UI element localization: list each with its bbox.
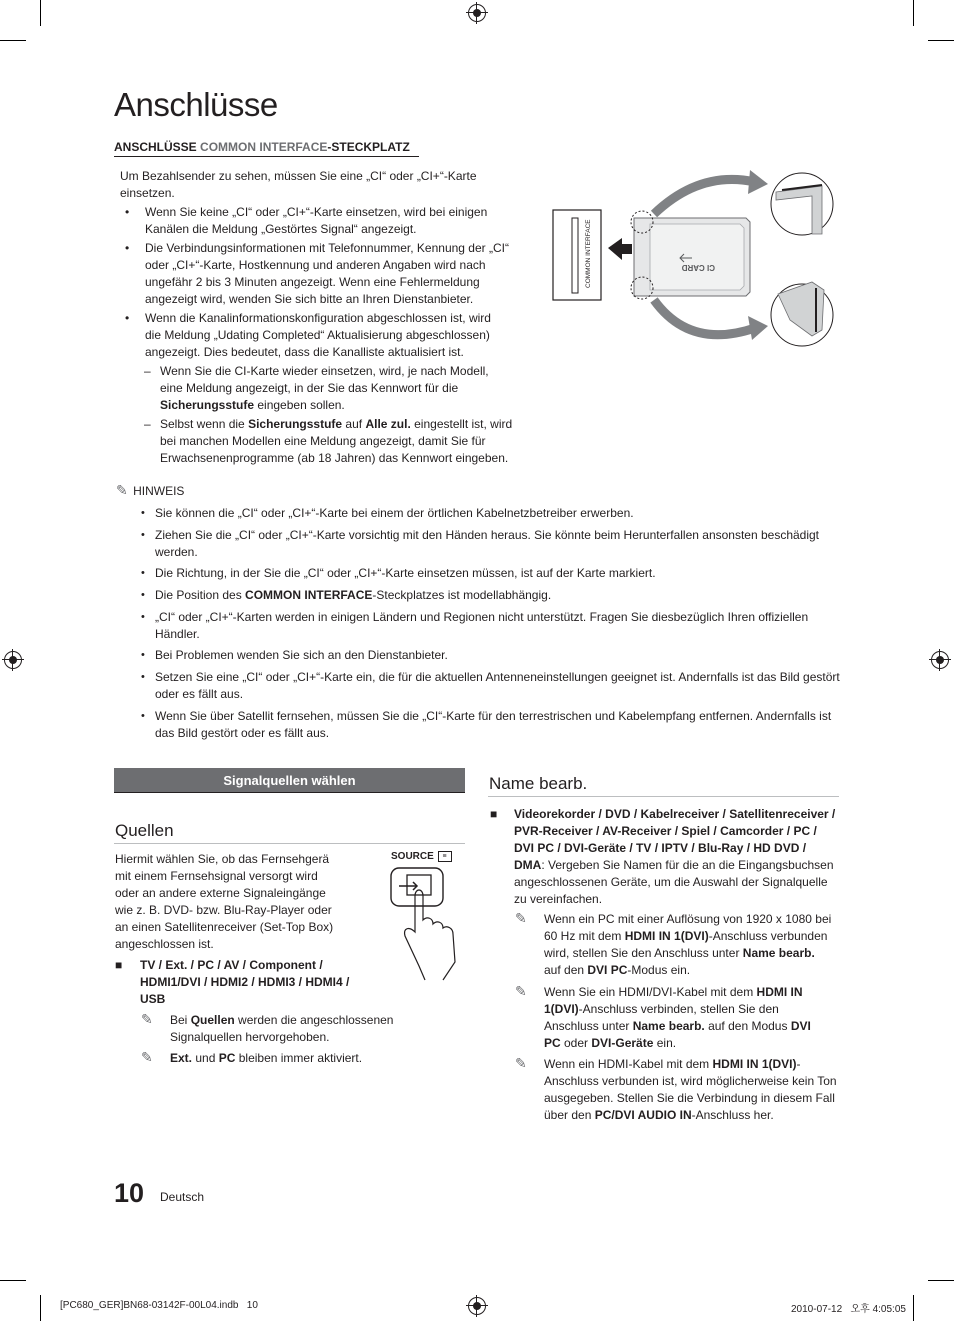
bullet-dot-icon: • [125,205,130,219]
bullet-dot-icon: • [141,611,145,623]
note-item: ✎ Wenn Sie ein HDMI/DVI-Kabel mit dem HDMI IN 1(DVI)-Anschluss verbinden, stellen Sie den Anschluss unter Name bearb. auf den Modus DVI PC oder DVI-Geräte ein. [515,983,811,1050]
page-language: Deutsch [160,1190,205,1204]
bullet-dot-icon: • [141,710,145,722]
section-rule [114,156,419,157]
crop-mark [0,40,26,41]
page-title: Anschlüsse [114,86,278,123]
list-item: • Die Richtung, in der Sie die „CI“ oder „CI+“-Karte einsetzen müssen, ist auf der Karte markiert. [141,566,656,580]
section-heading-part1: ANSCHLÜSSE [114,140,197,154]
note-item: ✎ Ext. und PC bleiben immer aktiviert. [141,1049,363,1065]
note-item: ✎ Bei Quellen werden die angeschlossenen Signalquellen hervorgehoben. [141,1011,394,1044]
note-heading: ✎ HINWEIS [116,482,185,498]
pencil-icon: ✎ [515,1055,527,1071]
ci-bullet-text: Die Verbindungsinformationen mit Telefonnummer, Kennung der „CI“ oder „CI+“-Karte, Hostkennung und anderen Angaben wird nach ungefähr 2 bis 3 Minuten angezeigt. Wenn eine Fehlermeldung angezeigt wird, wenden Sie sich bitte an Ihren Dienstanbieter. [145,241,509,306]
section-heading-part2: COMMON INTERFACE [200,140,328,154]
list-item: • Ziehen Sie die „CI“ oder „CI+“-Karte vorsichtig mit den Händen heraus. Sie könnte beim Herunterfallen ansonsten beschädigt werden. [141,528,820,559]
bullet-dot-icon: • [141,507,145,519]
page-number: 10 [114,1178,145,1208]
note-item: ✎ Wenn ein HDMI-Kabel mit dem HDMI IN 1(DVI)-Anschluss verbunden ist, wird möglicherweise kein Ton ausgegeben. Stellen Sie die Verbindung in diesem Fall über den PC/DVI AUDIO IN-Anschluss her. [515,1055,837,1122]
bullet-dot-icon: • [125,311,130,325]
ci-card-label: CI CARD [681,263,715,272]
ci-intro: Um Bezahlsender zu sehen, müssen Sie eine „CI“ oder „CI+“-Karte einsetzen. [120,169,477,200]
source-button-label: SOURCE ≡ [391,851,452,862]
section-band-rule [114,792,465,793]
quellen-heading: Quellen [115,821,174,840]
dash-mark: – [144,417,151,431]
name-item: ■ Videorekorder / DVD / Kabelreceiver / Satellitenreceiver / PVR-Receiver / AV-Receiver / Spiel / Camcorder / PC / DVI PC / DVI-Geräte / TV / IPTV / Blu-Ray / HD DVD / DMA: Vergeben Sie Namen für die an die Eingangsbuchsen angeschlossenen Geräte, um die Auswahl der Signalquelle zu vereinfachen. [490,807,836,906]
crop-mark [40,1295,41,1321]
crop-mark [913,1295,914,1321]
ci-sub-item: – Selbst wenn die Sicherungsstufe auf Alle zul. eingestellt ist, wird bei manchen Modellen eine Meldung angezeigt, damit Sie für Erwachsenenprogramme (ab 18 Jahren) das Kennwort eingeben. [144,417,513,465]
list-item: • Wenn Sie über Satellit fernsehen, müssen Sie die „CI“-Karte für den terrestrischen und Kabelempfang entfernen. Andernfalls ist das Bild gestört oder es fällt aus. [141,709,832,740]
crop-mark [913,0,914,26]
pencil-icon: ✎ [515,983,527,999]
print-date-info: 2010-07-12 오후 4:05:05 [791,1304,906,1315]
section-band: Signalquellen wählen [114,768,465,793]
ci-sub-item: – Wenn Sie die CI-Karte wieder einsetzen, wird, je nach Modell, eine Meldung angezeigt, in der Sie das Kennwort für die Sicherungsstufe eingeben sollen. [144,364,489,412]
sources-item: ■ TV / Ext. / PC / AV / Component / HDMI1/DVI / HDMI2 / HDMI3 / HDMI4 / USB [115,958,350,1006]
list-item: • Setzen Sie eine „CI“ oder „CI+“-Karte ein, die für die aktuellen Antenneneinstellungen geeignet ist. Andernfalls ist das Bild gestört oder es fällt aus. [141,670,840,701]
ci-card-illustration [550,170,840,360]
section-heading [114,140,410,154]
bullet-dot-icon: • [141,649,145,661]
ci-bullet [125,240,517,308]
square-bullet-icon: ■ [115,958,123,972]
registration-mark-icon [931,651,949,669]
square-bullet-icon: ■ [490,807,498,821]
pencil-icon: ✎ [141,1049,153,1065]
bullet-dot-icon: • [125,241,130,255]
crop-mark [40,0,41,26]
source-icon: ≡ [438,851,452,862]
crop-mark [0,1280,26,1281]
bullet-dot-icon: • [141,529,145,541]
ci-bullet [125,204,515,238]
note-item: ✎ Wenn ein PC mit einer Auflösung von 1920 x 1080 bei 60 Hz mit dem HDMI IN 1(DVI)-Anschluss verbunden wird, stellen Sie den Anschluss unter Name bearb. auf den DVI PC-Modus ein. [515,910,832,977]
common-interface-label: COMMON INTERFACE [585,219,592,288]
pencil-icon: ✎ [515,910,527,926]
ci-bullet [125,310,505,361]
name-rule [488,796,839,797]
registration-mark-icon [468,4,486,22]
quellen-intro: Hiermit wählen Sie, ob das Fernsehgerä mit einem Fernsehsignal versorgt wird oder an andere externe Signaleingänge wie z. B. DVD- bzw. Blu-Ray-Player oder an einen Satellitenreceiver (Set-Top Box) angeschlossen ist. [115,852,334,951]
ci-bullet-text: Wenn Sie keine „CI“ oder „CI+“-Karte einsetzen, wird bei einigen Kanälen die Meldung „Gestörtes Signal“ angezeigt. [145,205,488,236]
list-item: • Die Position des COMMON INTERFACE-Steckplatzes ist modellabhängig. [141,588,552,602]
section-heading-part3: -STECKPLATZ [327,140,410,154]
pencil-icon: ✎ [116,482,128,498]
ci-bullet-text: Wenn die Kanalinformationskonfiguration abgeschlossen ist, wird die Meldung „Udating Completed“ Aktualisierung abgeschlossen) angezeigt. Dies bedeutet, dass die Kanalliste aktualisiert ist. [145,311,491,359]
pencil-icon: ✎ [141,1011,153,1027]
hand-pressing-button-illustration [385,862,470,982]
list-item: • Sie können die „CI“ oder „CI+“-Karte bei einem der örtlichen Kabelnetzbetreiber erwerben. [141,506,634,520]
quellen-rule [114,843,465,844]
name-heading: Name bearb. [489,774,588,793]
list-item: • Bei Problemen wenden Sie sich an den Dienstanbieter. [141,648,448,662]
bullet-dot-icon: • [141,671,145,683]
bullet-dot-icon: • [141,567,145,579]
registration-mark-icon [468,1297,486,1315]
crop-mark [928,40,954,41]
dash-mark: – [144,364,151,378]
print-file-info: [PC680_GER]BN68-03142F-00L04.indb 10 [60,1300,258,1311]
list-item: • „CI“ oder „CI+“-Karten werden in einigen Ländern und Regionen nicht unterstützt. Fragen Sie diesbezüglich Ihren offiziellen Händler. [141,610,809,641]
bullet-dot-icon: • [141,589,145,601]
registration-mark-icon [4,651,22,669]
crop-mark [928,1280,954,1281]
